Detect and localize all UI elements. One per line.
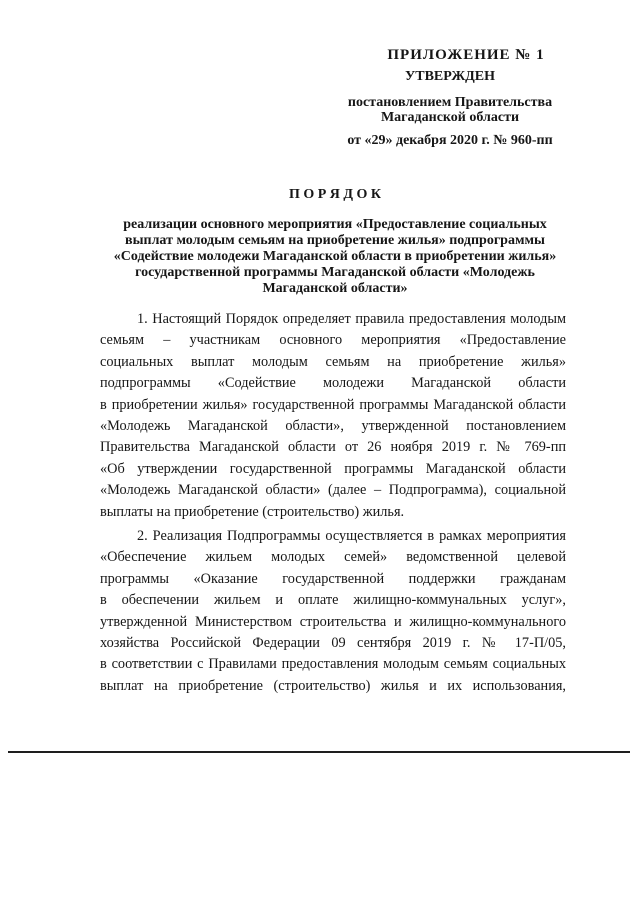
paragraph-2 <box>100 526 566 697</box>
paragraph-line: в обеспечении жильем и оплате жилищно-коммунальных услуг», <box>100 592 566 609</box>
paragraph-1 <box>100 309 566 523</box>
title-line: Магаданской области» <box>262 281 408 296</box>
decree-line: Магаданской области <box>380 110 520 125</box>
title-line: реализации основного мероприятия «Предоставление социальных <box>123 217 547 232</box>
document-title <box>100 217 570 297</box>
paragraph-line: выплат на приобретение (строительство) жилья и их использования, <box>100 677 566 694</box>
paragraph-line: «Обеспечение жильем молодых семей» ведомственной целевой <box>100 549 566 566</box>
title-line: «Содействие молодежи Магаданской области в приобретении жилья» <box>113 249 557 264</box>
decree-line: постановлением Правительства <box>347 95 553 110</box>
paragraph-line: социальных выплат молодым семьям на приобретение жилья» <box>100 353 566 370</box>
paragraph-line: выплаты на приобретение (строительство) жилья. <box>100 503 405 520</box>
paragraph-line: в соответствии с Правилами предоставления молодым семьям социальных <box>100 656 566 673</box>
appendix-number: ПРИЛОЖЕНИЕ № 1 <box>387 47 545 63</box>
paragraph-line: подпрограммы «Содействие молодежи Магаданской области <box>100 375 566 392</box>
approval-mark: УТВЕРЖДЕН <box>404 69 496 84</box>
title-line: государственной программы Магаданской области «Молодежь <box>135 265 535 280</box>
document-heading: П О Р Я Д О К <box>288 187 382 202</box>
decree-date-number: от «29» декабря 2020 г. № 960-пп <box>347 133 553 148</box>
paragraph-line: семьям – участникам основного мероприятия «Предоставление <box>100 332 566 349</box>
paragraph-line: «Молодежь Магаданской области» (далее – Подпрограмма), социальной <box>100 482 566 499</box>
paragraph-line: в приобретении жилья» государственной программы Магаданской области <box>100 396 566 413</box>
paragraph-line: хозяйства Российской Федерации 09 сентября 2019 г. № 17-П/05, <box>100 634 566 651</box>
page-separator-line <box>8 751 630 753</box>
paragraph-line: Правительства Магаданской области от 26 ноября 2019 г. № 769-пп <box>100 439 566 456</box>
title-line: выплат молодым семьям на приобретение жилья» подпрограммы <box>125 233 545 248</box>
paragraph-line: 1. Настоящий Порядок определяет правила предоставления молодым <box>137 311 566 327</box>
paragraph-line: «Об утверждении государственной программы Магаданской области <box>100 460 566 477</box>
paragraph-line: 2. Реализация Подпрограммы осуществляется в рамках мероприятия <box>137 528 566 544</box>
paragraph-line: утвержденной Министерством строительства и жилищно-коммунального <box>100 613 566 630</box>
paragraph-line: программы «Оказание государственной поддержки гражданам <box>100 570 566 587</box>
paragraph-line: «Молодежь Магаданской области», утвержденной постановлением <box>100 417 566 434</box>
